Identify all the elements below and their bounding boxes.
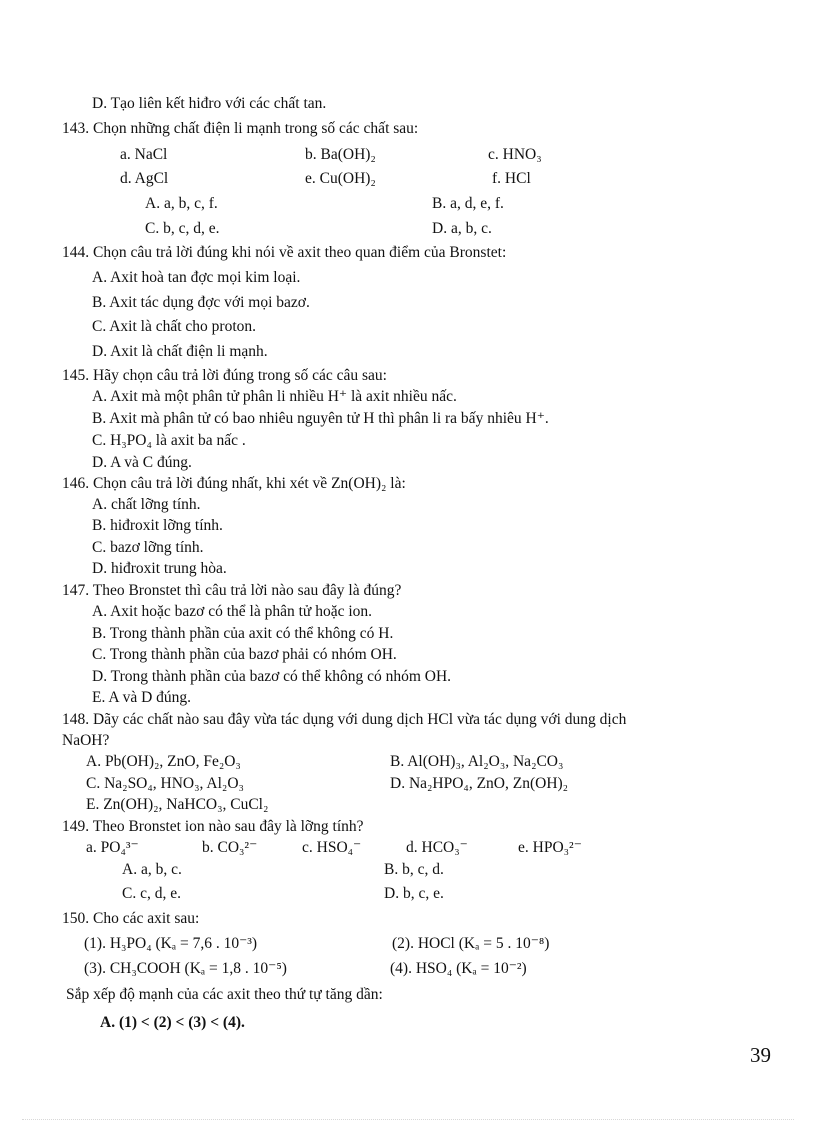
q143-item-b: b. Ba(OH)₂	[305, 146, 376, 163]
q143-item-a: a. NaCl	[120, 146, 168, 163]
q147-option-a: A. Axit hoặc bazơ có thể là phân tử hoặc ion.	[92, 603, 373, 620]
question-148: 148. Dãy các chất nào sau đây vừa tác dụng với dung dịch HCl vừa tác dụng với dung dịch	[62, 711, 627, 728]
question-147: 147. Theo Bronstet thì câu trả lời nào sau đây là đúng?	[62, 582, 402, 599]
q147-option-c: C. Trong thành phần của bazơ phải có nhóm OH.	[92, 646, 397, 663]
q148-option-e: E. Zn(OH)₂, NaHCO₃, CuCl₂	[86, 796, 269, 813]
question-144: 144. Chọn câu trả lời đúng khi nói về axit theo quan điểm của Bronstet:	[62, 244, 507, 261]
question-149: 149. Theo Bronstet ion nào sau đây là lỡng tính?	[62, 818, 364, 835]
q144-option-c: C. Axit là chất cho proton.	[92, 318, 257, 335]
q144-option-a: A. Axit hoà tan đợc mọi kim loại.	[92, 269, 301, 286]
q149-option-d: D. b, c, e.	[384, 885, 444, 902]
q146-option-c: C. bazơ lỡng tính.	[92, 539, 204, 556]
q149-option-c: C. c, d, e.	[122, 885, 181, 902]
q149-item-d: d. HCO₃⁻	[406, 839, 468, 856]
q148-option-b: B. Al(OH)₃, Al₂O₃, Na₂CO₃	[390, 753, 564, 770]
q150-acid-3: (3). CH₃COOH (Kₐ = 1,8 . 10⁻⁵)	[84, 960, 287, 977]
q150-option-a: A. (1) < (2) < (3) < (4).	[100, 1014, 245, 1031]
q149-item-a: a. PO₄³⁻	[86, 839, 139, 856]
q143-option-a: A. a, b, c, f.	[145, 195, 218, 212]
question-143: 143. Chọn những chất điện li mạnh trong số các chất sau:	[62, 120, 419, 137]
q149-option-a: A. a, b, c.	[122, 861, 182, 878]
q144-option-d: D. Axit là chất điện li mạnh.	[92, 343, 268, 360]
q147-option-d: D. Trong thành phần của bazơ có thể không có nhóm OH.	[92, 668, 452, 685]
q148-option-a: A. Pb(OH)₂, ZnO, Fe₂O₃	[86, 753, 241, 770]
q145-option-b: B. Axit mà phân tử có bao nhiêu nguyên tử H thì phân li ra bấy nhiêu H⁺.	[92, 410, 549, 427]
q143-option-c: C. b, c, d, e.	[145, 220, 220, 237]
q143-item-d: d. AgCl	[120, 170, 169, 187]
question-148-cont: NaOH?	[62, 732, 110, 749]
q146-option-b: B. hiđroxit lỡng tính.	[92, 517, 223, 534]
q148-option-c: C. Na₂SO₄, HNO₃, Al₂O₃	[86, 775, 244, 792]
q146-option-a: A. chất lỡng tính.	[92, 496, 201, 513]
q150-acid-4: (4). HSO₄ (Kₐ = 10⁻²)	[390, 960, 527, 977]
question-150: 150. Cho các axit sau:	[62, 910, 200, 927]
q143-item-f: f. HCl	[492, 170, 531, 187]
q150-acid-1: (1). H₃PO₄ (Kₐ = 7,6 . 10⁻³)	[84, 935, 258, 952]
bottom-edge-divider	[22, 1119, 794, 1120]
q150-acid-2: (2). HOCl (Kₐ = 5 . 10⁻⁸)	[392, 935, 550, 952]
q150-instruction: Sắp xếp độ mạnh của các axit theo thứ tự tăng dần:	[66, 986, 383, 1003]
q143-item-c: c. HNO₃	[488, 146, 542, 163]
q149-item-c: c. HSO₄⁻	[302, 839, 362, 856]
q148-option-d: D. Na₂HPO₄, ZnO, Zn(OH)₂	[390, 775, 569, 792]
page-number: 39	[750, 1043, 771, 1067]
question-146: 146. Chọn câu trả lời đúng nhất, khi xét về Zn(OH)₂ là:	[62, 475, 406, 492]
q145-option-a: A. Axit mà một phân tử phân li nhiều H⁺ là axit nhiều nấc.	[92, 388, 457, 405]
question-145: 145. Hãy chọn câu trả lời đúng trong số các câu sau:	[62, 367, 387, 384]
q147-option-e: E. A và D đúng.	[92, 689, 192, 706]
q149-item-b: b. CO₃²⁻	[202, 839, 258, 856]
q143-item-e: e. Cu(OH)₂	[305, 170, 376, 187]
q149-item-e: e. HPO₃²⁻	[518, 839, 582, 856]
q143-option-d: D. a, b, c.	[432, 220, 492, 237]
q145-option-d: D. A và C đúng.	[92, 454, 192, 471]
q142-option-d: D. Tạo liên kết hiđro với các chất tan.	[92, 95, 327, 112]
q146-option-d: D. hiđroxit trung hòa.	[92, 560, 227, 577]
q143-option-b: B. a, d, e, f.	[432, 195, 504, 212]
q145-option-c: C. H₃PO₄ là axit ba nấc .	[92, 432, 246, 449]
q147-option-b: B. Trong thành phần của axit có thể không có H.	[92, 625, 394, 642]
q149-option-b: B. b, c, d.	[384, 861, 444, 878]
q144-option-b: B. Axit tác dụng đợc với mọi bazơ.	[92, 294, 310, 311]
